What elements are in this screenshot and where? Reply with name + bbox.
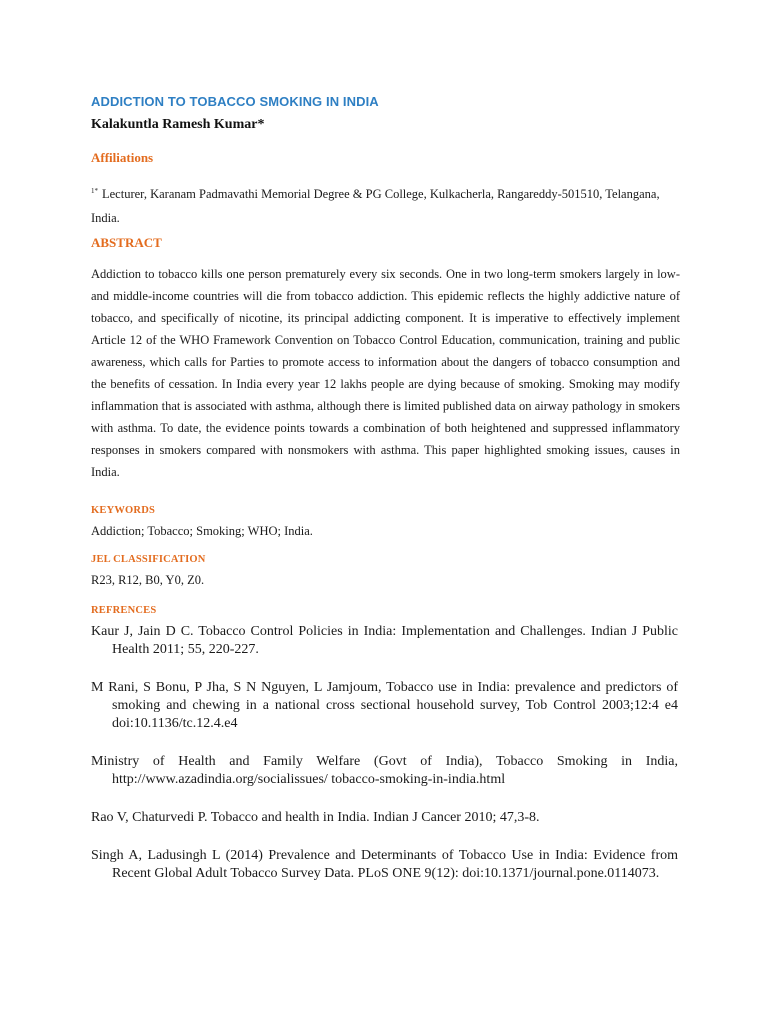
affiliation-marker: 1*: [91, 187, 98, 195]
keywords-text: Addiction; Tobacco; Smoking; WHO; India.: [91, 524, 313, 538]
affiliation-paragraph: [91, 179, 681, 230]
jel-heading: JEL CLASSIFICATION: [91, 554, 206, 565]
reference-item: Singh A, Ladusingh L (2014) Prevalence and Determinants of Tobacco Use in India: Evidence from Recent Global Adult Tobacco Survey Data. PLoS ONE 9(12): doi:10.1371/journal.pone.0114073.: [91, 848, 678, 881]
abstract-text: Addiction to tobacco kills one person prematurely every six seconds. One in two long-term smokers largely in low- and middle-income countries will die from tobacco addiction. This epidemic reflects the highly addictive nature of tobacco, and specifically of nicotine, its principal addicting component. It is imperative to effectively implement Article 12 of the WHO Framework Convention on Tobacco Control Education, communication, training and public awareness, which calls for Parties to promote access to information about the dangers of tobacco consumption and the benefits of cessation. In India every year 12 lakhs people are dying because of smoking. Smoking may modify inflammation that is associated with asthma, although there is limited published data on airway pathology in smokers with asthma. To date, the evidence points towards a combination of both heightened and suppressed inflammatory responses in smokers compared with nonsmokers with asthma. This paper highlighted smoking issues, causes in India.: [91, 267, 680, 479]
affiliations-heading: Affiliations: [91, 150, 154, 165]
references-heading: REFRENCES: [91, 605, 157, 616]
affiliation-text: Lecturer, Karanam Padmavathi Memorial Degree & PG College, Kulkacherla, Rangareddy-501510, Telangana, India.: [91, 187, 660, 225]
reference-item: Ministry of Health and Family Welfare (Govt of India), Tobacco Smoking in India, http://www.azadindia.org/socialissues/ tobacco-smoking-in-india.html: [91, 754, 678, 787]
reference-item: Kaur J, Jain D C. Tobacco Control Policies in India: Implementation and Challenges. Indian J Public Health 2011; 55, 220-227.: [91, 624, 678, 657]
jel-text: R23, R12, B0, Y0, Z0.: [91, 573, 205, 587]
abstract-heading: ABSTRACT: [91, 235, 162, 250]
author-name: Kalakuntla Ramesh Kumar*: [91, 117, 265, 132]
reference-item: Rao V, Chaturvedi P. Tobacco and health in India. Indian J Cancer 2010; 47,3-8.: [91, 810, 540, 825]
paper-title: ADDICTION TO TOBACCO SMOKING IN INDIA: [91, 94, 379, 109]
keywords-heading: KEYWORDS: [91, 505, 156, 516]
reference-item: M Rani, S Bonu, P Jha, S N Nguyen, L Jamjoum, Tobacco use in India: prevalence and predictors of smoking and chewing in a national cross sectional household survey, Tob Control 2003;12:4 e4 doi:10.1136/tc.12.4.e4: [91, 680, 678, 731]
references-list: [91, 623, 678, 903]
